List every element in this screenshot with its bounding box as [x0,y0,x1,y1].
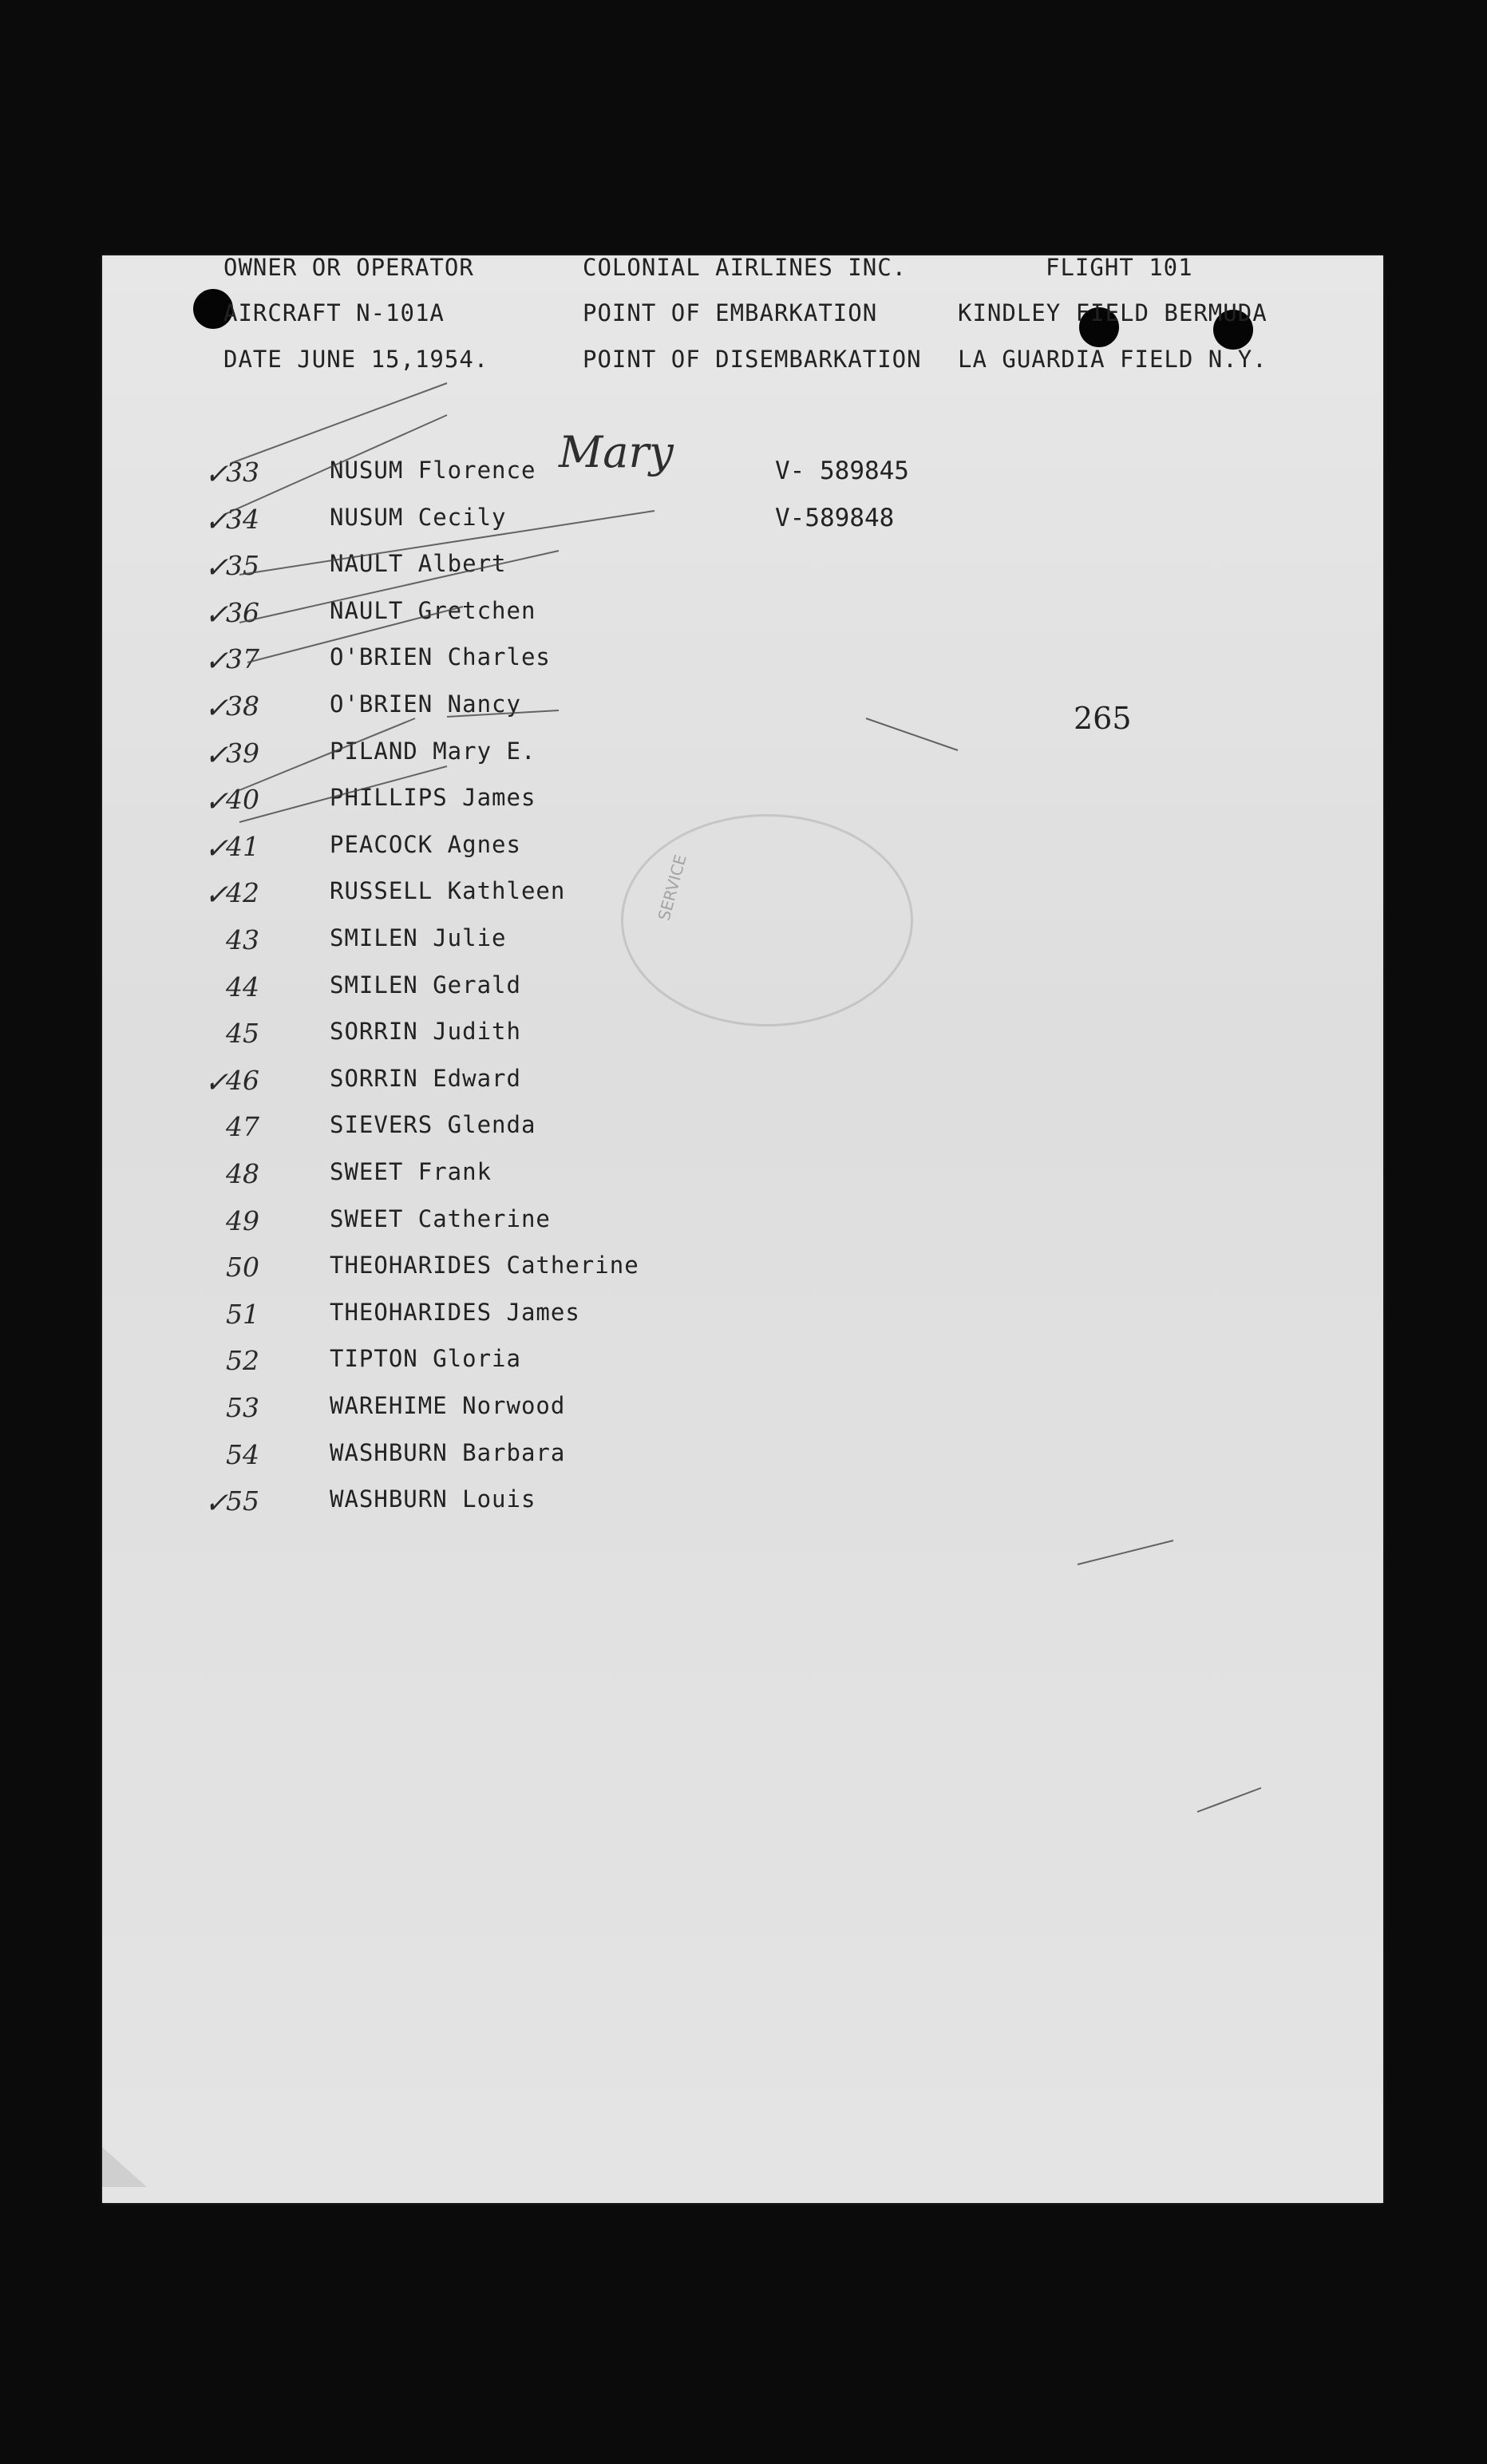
checkmark-icon: ✓ [204,1487,229,1521]
disembarkation-value: LA GUARDIA FIELD N.Y. [958,346,1268,373]
passenger-number: 37 [226,643,259,675]
passenger-name: PILAND Mary E. [330,737,536,765]
checkmark-icon: ✓ [204,738,229,772]
passenger-number: 33 [226,457,259,488]
passenger-name: NAULT Albert [330,550,507,578]
checkmark-icon: ✓ [204,692,229,725]
visa-number: V- 589845 [775,457,909,485]
handwritten-correction: Mary [559,427,674,477]
passenger-name: PHILLIPS James [330,784,536,812]
checkmark-icon: ✓ [204,552,229,585]
passenger-name: SMILEN Julie [330,924,507,951]
owner-label: OWNER OR OPERATOR [223,254,474,281]
passenger-number: 51 [226,1298,259,1330]
passenger-name: O'BRIEN Nancy [330,690,521,718]
passenger-number: 40 [226,784,259,816]
passenger-number: 46 [226,1064,259,1096]
airline-name: COLONIAL AIRLINES INC. [583,254,908,281]
passenger-number: 39 [226,737,259,769]
passenger-number: 42 [226,877,259,909]
passenger-name: WASHBURN Louis [330,1485,536,1513]
flight-number: FLIGHT 101 [1046,254,1193,281]
passenger-number: 44 [226,971,259,1003]
passenger-number: 55 [226,1485,259,1517]
stamp-text: SERVICE [654,852,690,923]
page-number: 265 [1074,701,1132,736]
checkmark-icon: ✓ [204,832,229,865]
aircraft-id: AIRCRAFT N-101A [223,299,445,326]
embarkation-label: POINT OF EMBARKATION [583,299,878,326]
checkmark-icon: ✓ [204,458,229,491]
passenger-name: NAULT Gretchen [330,596,536,624]
passenger-name: SORRIN Judith [330,1018,521,1046]
passenger-number: 45 [226,1018,259,1050]
passenger-name: SWEET Catherine [330,1204,551,1232]
embarkation-value: KINDLEY FIELD BERMUDA [958,299,1268,326]
checkmark-icon: ✓ [204,504,229,538]
checkmark-icon: ✓ [204,598,229,631]
passenger-number: 36 [226,596,259,628]
passenger-number: 48 [226,1158,259,1189]
passenger-name: NUSUM Florence [330,457,536,484]
passenger-name: THEOHARIDES Catherine [330,1252,639,1279]
passenger-number: 34 [226,503,259,535]
passenger-name: WAREHIME Norwood [330,1392,566,1419]
passenger-name: SORRIN Edward [330,1064,521,1092]
passenger-number: 49 [226,1204,259,1236]
passenger-name: NUSUM Cecily [330,503,507,531]
checkmark-icon: ✓ [204,645,229,678]
passenger-number: 52 [226,1345,259,1377]
passenger-name: RUSSELL Kathleen [330,877,566,905]
passenger-number: 43 [226,924,259,955]
visa-number: V-589848 [775,503,895,532]
passenger-name: O'BRIEN Charles [330,643,551,671]
checkmark-icon: ✓ [204,1066,229,1099]
manifest-date: DATE JUNE 15,1954. [223,346,489,373]
passenger-number: 54 [226,1438,259,1470]
passenger-name: WASHBURN Barbara [330,1438,566,1466]
checkmark-icon: ✓ [204,879,229,912]
passenger-name: SIEVERS Glenda [330,1111,536,1139]
passenger-number: 50 [226,1252,259,1283]
disembarkation-label: POINT OF DISEMBARKATION [583,346,922,373]
passenger-name: THEOHARIDES James [330,1298,580,1326]
passenger-name: SWEET Frank [330,1158,492,1185]
checkmark-icon: ✓ [204,785,229,819]
passenger-name: SMILEN Gerald [330,971,521,999]
passenger-name: TIPTON Gloria [330,1345,521,1373]
passenger-name: PEACOCK Agnes [330,830,521,858]
passenger-number: 41 [226,830,259,862]
passenger-number: 47 [226,1111,259,1143]
passenger-number: 38 [226,690,259,722]
passenger-number: 35 [226,550,259,582]
passenger-number: 53 [226,1392,259,1423]
